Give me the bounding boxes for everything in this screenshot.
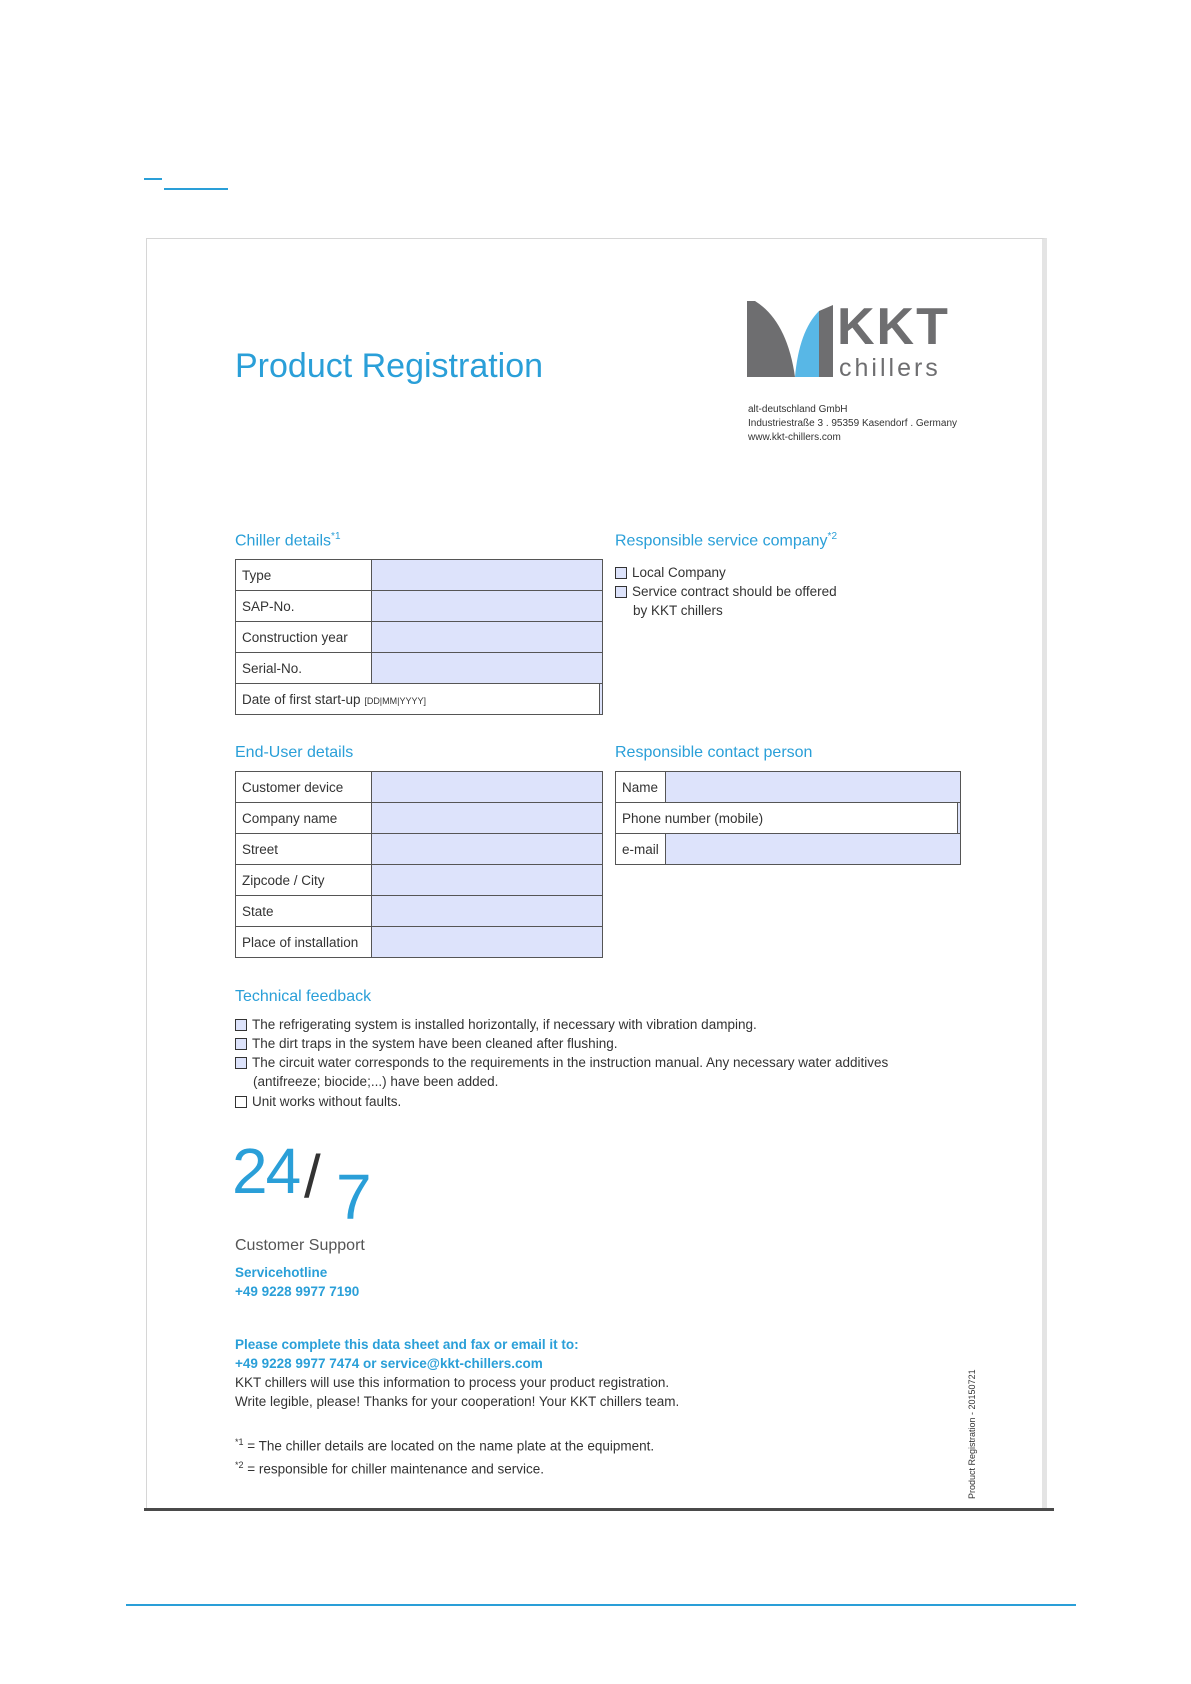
footer-line-2: +49 9228 9977 7474 or service@kkt-chillers.com bbox=[235, 1356, 543, 1371]
customer-support-label: Customer Support bbox=[235, 1237, 365, 1254]
table-row bbox=[236, 803, 603, 834]
table-row bbox=[236, 653, 603, 684]
state-field[interactable] bbox=[372, 896, 603, 927]
checkbox[interactable] bbox=[235, 1019, 247, 1031]
address-line-1: alt-deutschland GmbH bbox=[748, 404, 848, 415]
footnote-2: $^{*2}$ = responsible for chiller maintenance and service. bbox=[235, 1459, 545, 1476]
page-title: Product Registration bbox=[235, 347, 544, 385]
company-address bbox=[748, 403, 957, 445]
service-company-heading: Responsible service company$^{*2}$ bbox=[615, 531, 837, 550]
top-mark bbox=[144, 178, 162, 180]
chiller-details-heading: Chiller details$^{*1}$ bbox=[235, 531, 341, 550]
service-contract-option-cont: by KKT chillers bbox=[633, 603, 723, 618]
service-hotline bbox=[235, 1263, 359, 1301]
table-row bbox=[236, 927, 603, 958]
row-label-serial: Serial-No. bbox=[236, 653, 372, 684]
bottom-rule bbox=[126, 1604, 1076, 1606]
checkbox[interactable] bbox=[235, 1057, 247, 1069]
row-label-company: Company name bbox=[236, 803, 372, 834]
date-format-hint: [DD|MM|YYYY] bbox=[364, 695, 426, 706]
address-line-2: Industriestraße 3 . 95359 Kasendorf . Germany bbox=[748, 418, 957, 429]
number-7: 7 bbox=[336, 1161, 372, 1233]
phone-field[interactable] bbox=[958, 803, 961, 834]
feedback-item-dirt-traps[interactable]: The dirt traps in the system have been cleaned after flushing. bbox=[235, 1034, 617, 1053]
chiller-details-table bbox=[235, 559, 603, 715]
footer-line-1: Please complete this data sheet and fax or email it to: bbox=[235, 1337, 579, 1352]
footer-line-3: KKT chillers will use this information to process your product registration. bbox=[235, 1375, 670, 1390]
top-link-underline bbox=[164, 188, 228, 190]
checkbox[interactable] bbox=[615, 567, 627, 579]
row-label-installation: Place of installation bbox=[236, 927, 372, 958]
feedback-item-horizontal[interactable]: The refrigerating system is installed horizontally, if necessary with vibration damping. bbox=[235, 1015, 757, 1034]
customer-device-field[interactable] bbox=[372, 772, 603, 803]
type-field[interactable] bbox=[372, 560, 603, 591]
table-row bbox=[236, 834, 603, 865]
row-label-start-date: Date of first start-up [DD|MM|YYYY] bbox=[236, 684, 600, 715]
table-row bbox=[236, 865, 603, 896]
table-row bbox=[616, 803, 961, 834]
end-user-heading: End-User details bbox=[235, 744, 354, 761]
contact-person-heading: Responsible contact person bbox=[615, 744, 813, 761]
row-label-customer-device: Customer device bbox=[236, 772, 372, 803]
street-field[interactable] bbox=[372, 834, 603, 865]
table-row bbox=[236, 591, 603, 622]
construction-year-field[interactable] bbox=[372, 622, 603, 653]
logo-wing-icon bbox=[747, 301, 833, 377]
row-label-street: Street bbox=[236, 834, 372, 865]
row-label-construction: Construction year bbox=[236, 622, 372, 653]
row-label-email: e-mail bbox=[616, 834, 666, 865]
logo-kkt-text: KKT bbox=[837, 298, 950, 356]
hotline-label: Servicehotline bbox=[235, 1265, 328, 1280]
table-row bbox=[616, 772, 961, 803]
row-label-phone: Phone number (mobile) bbox=[616, 803, 958, 834]
row-label-zipcode: Zipcode / City bbox=[236, 865, 372, 896]
number-24: 24 bbox=[232, 1135, 300, 1207]
footnote-1: $^{*1}$ = The chiller details are located on the name plate at the equipment. bbox=[235, 1437, 655, 1454]
vertical-doc-id: Product Registration - 20150721 bbox=[967, 1369, 977, 1499]
registration-sheet bbox=[146, 238, 1047, 1510]
row-label-sap: SAP-No. bbox=[236, 591, 372, 622]
serial-no-field[interactable] bbox=[372, 653, 603, 684]
company-name-field[interactable] bbox=[372, 803, 603, 834]
zipcode-city-field[interactable] bbox=[372, 865, 603, 896]
end-user-table bbox=[235, 771, 603, 958]
row-label-state: State bbox=[236, 896, 372, 927]
table-row bbox=[616, 834, 961, 865]
contact-person-table bbox=[615, 771, 961, 865]
row-label-type: Type bbox=[236, 560, 372, 591]
checkbox[interactable] bbox=[235, 1038, 247, 1050]
sap-no-field[interactable] bbox=[372, 591, 603, 622]
table-row bbox=[236, 560, 603, 591]
place-of-installation-field[interactable] bbox=[372, 927, 603, 958]
local-company-option[interactable]: Local Company bbox=[615, 563, 726, 582]
table-row bbox=[236, 896, 603, 927]
logo-chillers-text: chillers bbox=[839, 354, 941, 382]
name-field[interactable] bbox=[666, 772, 961, 803]
sheet-bottom-edge bbox=[144, 1508, 1054, 1511]
row-label-name: Name bbox=[616, 772, 666, 803]
feedback-item-circuit-water-cont: (antifreeze; biocide;...) have been added. bbox=[253, 1074, 499, 1089]
hotline-number: +49 9228 9977 7190 bbox=[235, 1284, 360, 1299]
start-date-field[interactable] bbox=[600, 684, 603, 715]
checkbox[interactable] bbox=[615, 586, 627, 598]
service-contract-option[interactable]: Service contract should be offered bbox=[615, 582, 837, 601]
technical-feedback-heading: Technical feedback bbox=[235, 988, 372, 1005]
footer-line-4: Write legible, please! Thanks for your cooperation! Your KKT chillers team. bbox=[235, 1394, 680, 1409]
slash: / bbox=[304, 1143, 321, 1210]
table-row bbox=[236, 622, 603, 653]
table-row bbox=[236, 772, 603, 803]
feedback-item-circuit-water[interactable]: The circuit water corresponds to the requirements in the instruction manual. Any necessary water additives bbox=[235, 1053, 888, 1072]
email-field[interactable] bbox=[666, 834, 961, 865]
footnotes bbox=[235, 1433, 654, 1478]
checkbox[interactable] bbox=[235, 1096, 247, 1108]
table-row bbox=[236, 684, 603, 715]
footer-instructions bbox=[235, 1335, 679, 1411]
feedback-item-no-faults[interactable]: Unit works without faults. bbox=[235, 1092, 401, 1111]
address-line-3: www.kkt-chillers.com bbox=[748, 432, 841, 443]
